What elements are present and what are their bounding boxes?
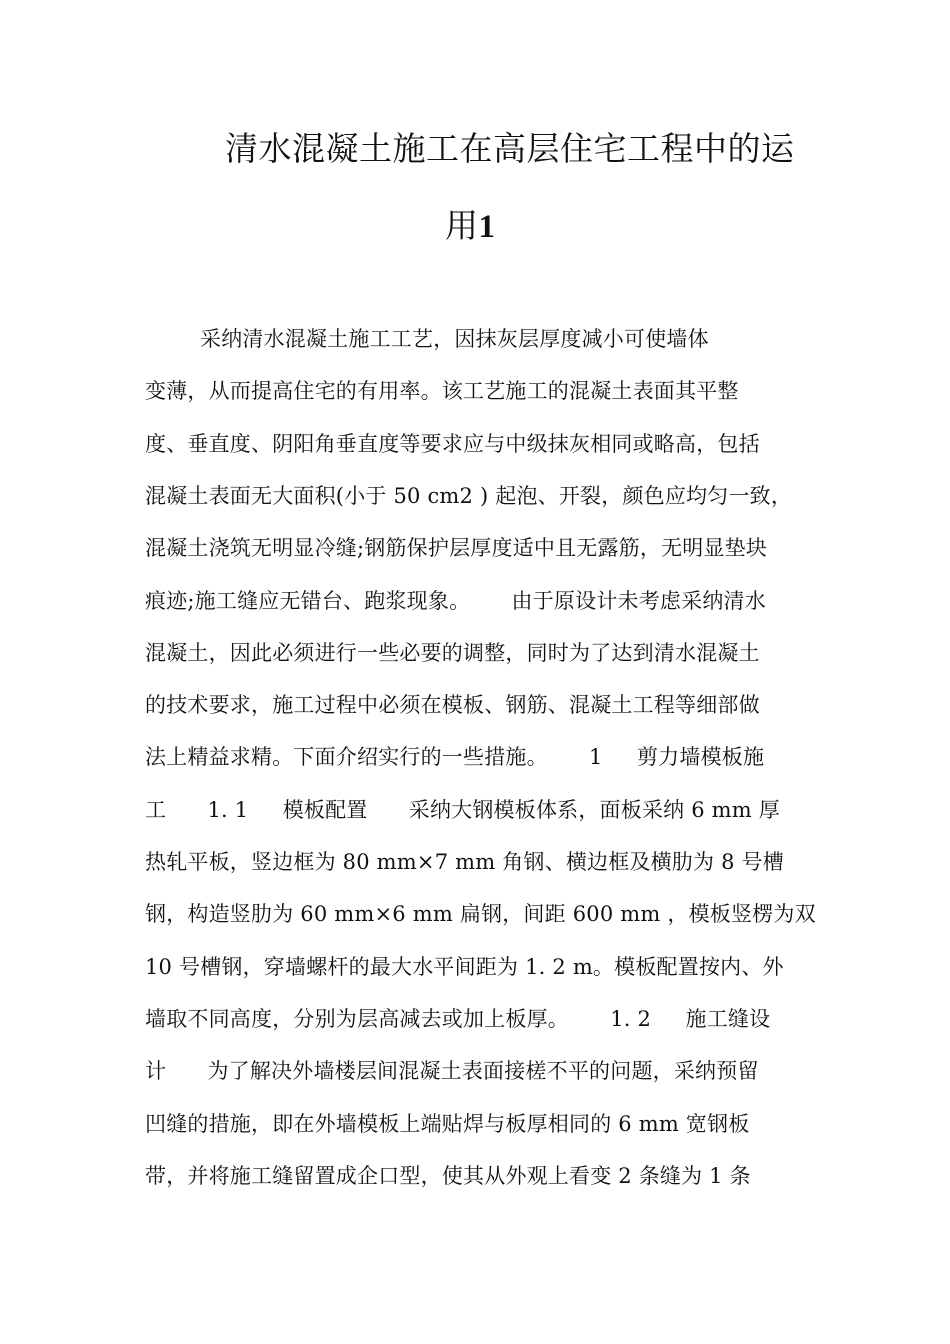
document-title-text: 用 <box>445 206 479 245</box>
body-line: 10 号槽钢，穿墙螺杆的最大水平间距为 1. 2 m。模板配置按内、外 <box>145 955 784 979</box>
document-title-number: 1 <box>478 209 496 245</box>
body-line: 钢，构造竖肋为 60 mm×6 mm 扁钢，间距 600 mm ，模板竖楞为双 <box>145 902 816 926</box>
document-title-line-2 <box>445 200 496 247</box>
body-line: 凹缝的措施，即在外墙模板上端贴焊与板厚相同的 6 mm 宽钢板 <box>145 1112 750 1136</box>
body-line: 采纳清水混凝土施工工艺，因抹灰层厚度减小可使墙体 <box>145 327 709 351</box>
body-line: 的技术要求，施工过程中必须在模板、钢筋、混凝土工程等细部做 <box>145 693 760 717</box>
body-line: 热轧平板，竖边框为 80 mm×7 mm 角钢、横边框及横肋为 8 号槽 <box>145 850 784 874</box>
body-line: 计 为了解决外墙楼层间混凝土表面接槎不平的问题，采纳预留 <box>145 1059 759 1083</box>
body-line: 法上精益求精。下面介绍实行的一些措施。 1 剪力墙模板施 <box>145 745 765 769</box>
body-line: 混凝土，因此必须进行一些必要的调整，同时为了达到清水混凝土 <box>145 641 760 665</box>
body-line: 痕迹;施工缝应无错台、跑浆现象。 由于原设计未考虑采纳清水 <box>145 589 766 613</box>
body-line: 混凝土浇筑无明显冷缝;钢筋保护层厚度适中且无露筋，无明显垫块 <box>145 536 768 560</box>
body-line: 变薄，从而提高住宅的有用率。该工艺施工的混凝土表面其平整 <box>145 379 739 403</box>
body-line: 工 1. 1 模板配置 采纳大钢模板体系，面板采纳 6 mm 厚 <box>145 798 780 822</box>
body-line: 度、垂直度、阴阳角垂直度等要求应与中级抹灰相同或略高，包括 <box>145 432 760 456</box>
body-line: 混凝土表面无大面积(小于 50 cm2 ) 起泡、开裂，颜色应均匀一致， <box>145 484 793 508</box>
document-title-line-1: 清水混凝土施工在高层住宅工程中的运 <box>225 129 795 168</box>
body-line: 带，并将施工缝留置成企口型，使其从外观上看变 2 条缝为 1 条 <box>145 1164 751 1188</box>
body-line: 墙取不同高度，分别为层高减去或加上板厚。 1. 2 施工缝设 <box>145 1007 771 1031</box>
